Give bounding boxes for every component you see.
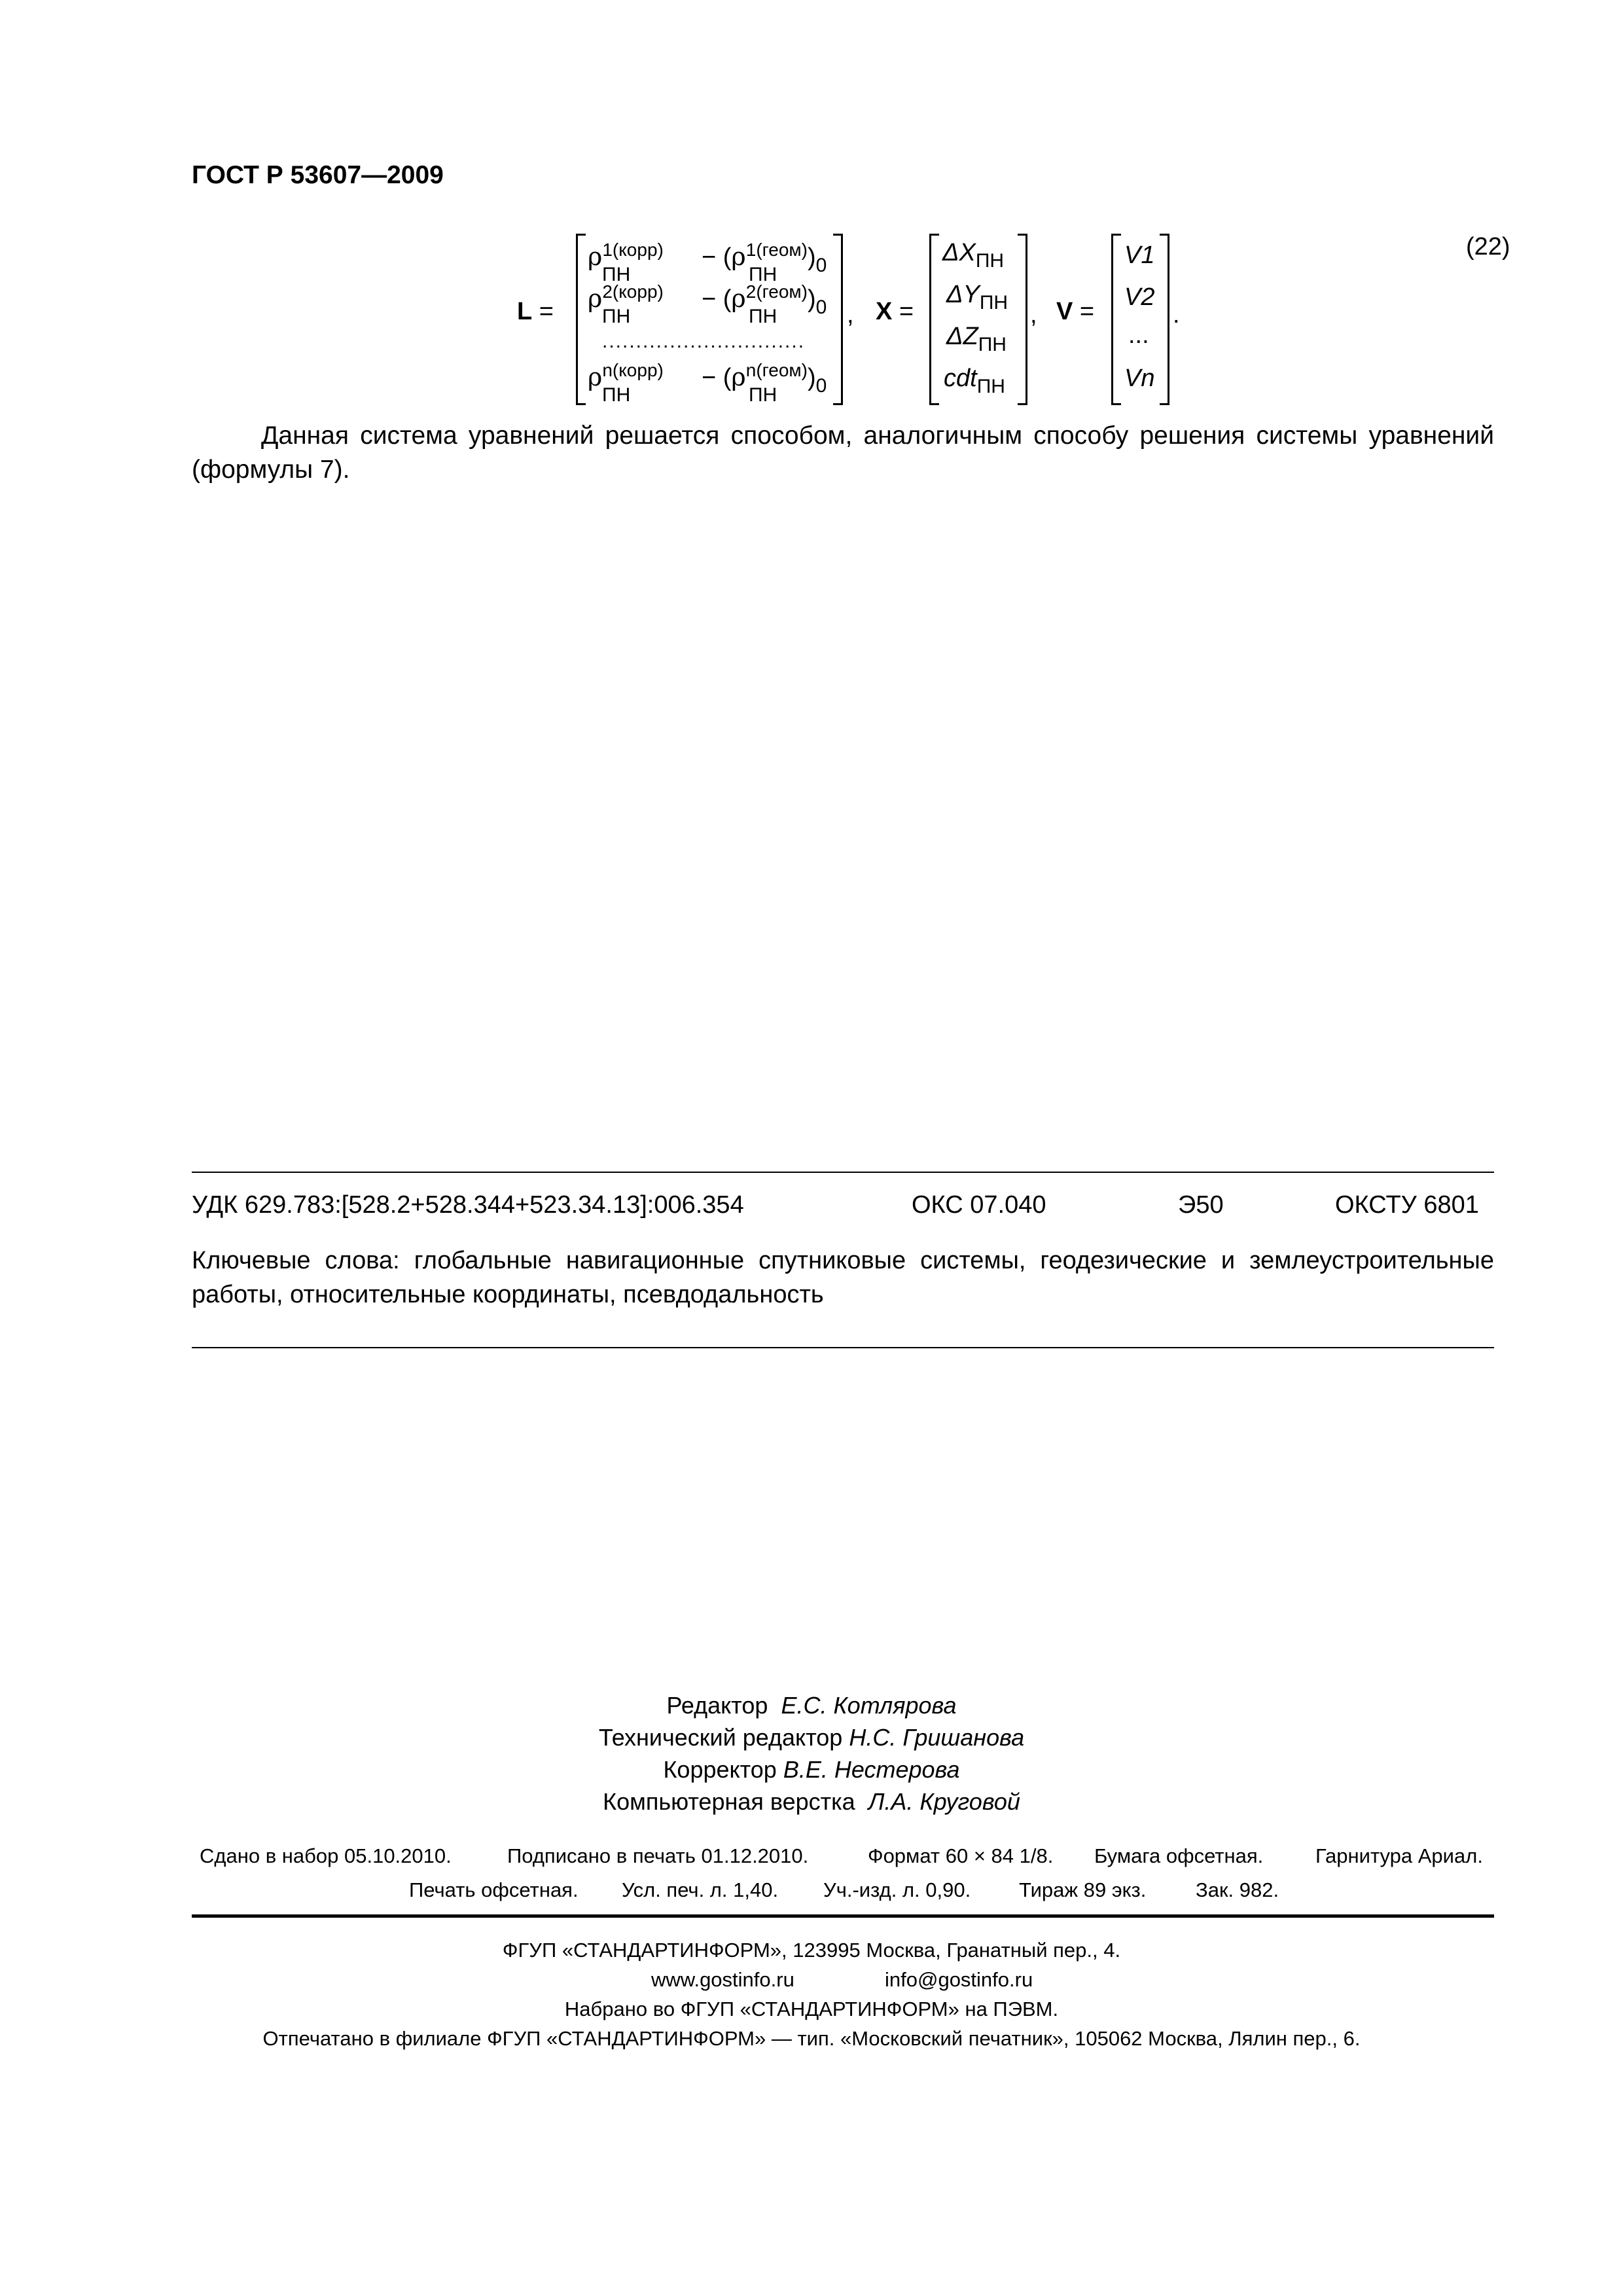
credit-corrector: Корректор В.Е. Нестерова xyxy=(663,1756,960,1783)
keywords: Ключевые слова: глобальные навигационные спутниковые системы, геодезические и землеустроительные работы, относительные координаты, псевдодальность xyxy=(192,1247,1494,1308)
X-matrix-left-bracket xyxy=(929,234,939,405)
pub-circulation: Тираж 89 экз. xyxy=(1019,1878,1147,1901)
pub-pub-sheets: Уч.-изд. л. 0,90. xyxy=(823,1878,971,1901)
pub-conv-sheets: Усл. печ. л. 1,40. xyxy=(622,1878,779,1901)
formula-X-label: X = xyxy=(876,298,914,325)
divider-bottom xyxy=(192,1347,1494,1348)
okstu-code: ОКСТУ 6801 xyxy=(1335,1191,1479,1219)
V-row-n: Vn xyxy=(1124,365,1155,392)
L-matrix-right-bracket xyxy=(833,234,843,405)
L-row-2-geom: − $(\rho^{2(геом)})_0$ ПН xyxy=(702,281,827,327)
L-matrix-left-bracket xyxy=(576,234,586,405)
X-row-dZ: $\Delta Z_{ПН}$ xyxy=(946,323,1007,355)
formula-L-label: L = xyxy=(517,298,554,325)
pub-typeface: Гарнитура Ариал. xyxy=(1315,1844,1483,1867)
publisher-website[interactable]: www.gostinfo.ru xyxy=(651,1968,794,1991)
L-row-1-geom: − $(\rho^{1(геом)})_0$ ПН xyxy=(702,240,827,285)
publisher-address: ФГУП «СТАНДАРТИНФОРМ», 123995 Москва, Гранатный пер., 4. xyxy=(502,1939,1121,1962)
body-paragraph: Данная система уравнений решается способом, аналогичным способу решения системы уравнений (формулы 7). xyxy=(192,422,1494,484)
credit-layout: Компьютерная верстка Л.А. Круговой xyxy=(603,1788,1020,1815)
divider-top xyxy=(192,1172,1494,1173)
printed-note: Отпечатано в филиале ФГУП «СТАНДАРТИНФОРМ» — тип. «Московский печатник», 105062 Москва, Лялин пер., 6. xyxy=(262,2027,1361,2050)
pub-order: Зак. 982. xyxy=(1196,1878,1279,1901)
divider-thick xyxy=(192,1914,1494,1918)
X-matrix-right-bracket xyxy=(1018,234,1027,405)
X-row-dX: $\Delta X_{ПН}$ xyxy=(942,239,1005,272)
X-row-dY: $\Delta Y_{ПН}$ xyxy=(946,281,1008,314)
pub-print: Печать офсетная. xyxy=(409,1878,579,1901)
pub-format: Формат 60 × 84 1/8. xyxy=(868,1844,1054,1867)
V-matrix-left-bracket xyxy=(1111,234,1121,405)
credit-tech-editor: Технический редактор Н.С. Гришанова xyxy=(598,1724,1025,1751)
formula-V-label: V = xyxy=(1056,298,1095,325)
L-row-2: $\rho^{2(корр)}$ ПН xyxy=(588,281,664,327)
V-row-dots: ... xyxy=(1128,321,1149,349)
L-dots-row: .............................. xyxy=(602,331,806,352)
e-code: Э50 xyxy=(1178,1191,1224,1219)
L-row-n: $\rho^{n(корр)}$ ПН xyxy=(588,360,664,406)
publisher-email[interactable]: info@gostinfo.ru xyxy=(885,1968,1033,1991)
udk-code: УДК 629.783:[528.2+528.344+523.34.13]:006.354 xyxy=(192,1191,744,1219)
oks-code: ОКС 07.040 xyxy=(912,1191,1046,1219)
formula-22: L = $\rho^{1(корр)}$ ПН − $(\rho^{1(геом)})_0$ ПН $\rho^{2(корр)}$ ПН − $(\rho^{2(геом)})_0$ ПН .............................. $\rho^{n(корр)}$ ПН − $(\rho^{n(геом)})_0$ ПН , X = $\Delta X_{ПН}$ $\Delta Y_{ПН}$ $\Delta Z_{ПН}$ cdt$_{ПН}$ , V = V1 V2 ... Vn . xyxy=(510,226,1257,409)
V-row-2: V2 xyxy=(1124,283,1155,311)
credit-editor: Редактор Е.С. Котлярова xyxy=(666,1692,957,1719)
pub-signed: Подписано в печать 01.12.2010. xyxy=(507,1844,809,1867)
typeset-note: Набрано во ФГУП «СТАНДАРТИНФОРМ» на ПЭВМ. xyxy=(564,1998,1059,2020)
equation-number: (22) xyxy=(1466,233,1510,260)
X-row-cdt: cdt$_{ПН}$ xyxy=(944,365,1005,397)
V-row-1: V1 xyxy=(1124,242,1155,269)
pub-sent-to-set: Сдано в набор 05.10.2010. xyxy=(200,1844,452,1867)
L-row-n-geom: − $(\rho^{n(геом)})_0$ ПН xyxy=(702,360,827,406)
document-header: ГОСТ Р 53607—2009 xyxy=(192,161,444,189)
pub-paper: Бумага офсетная. xyxy=(1094,1844,1264,1867)
L-row-1: $\rho^{1(корр)}$ ПН xyxy=(588,240,664,285)
V-matrix-right-bracket xyxy=(1160,234,1169,405)
